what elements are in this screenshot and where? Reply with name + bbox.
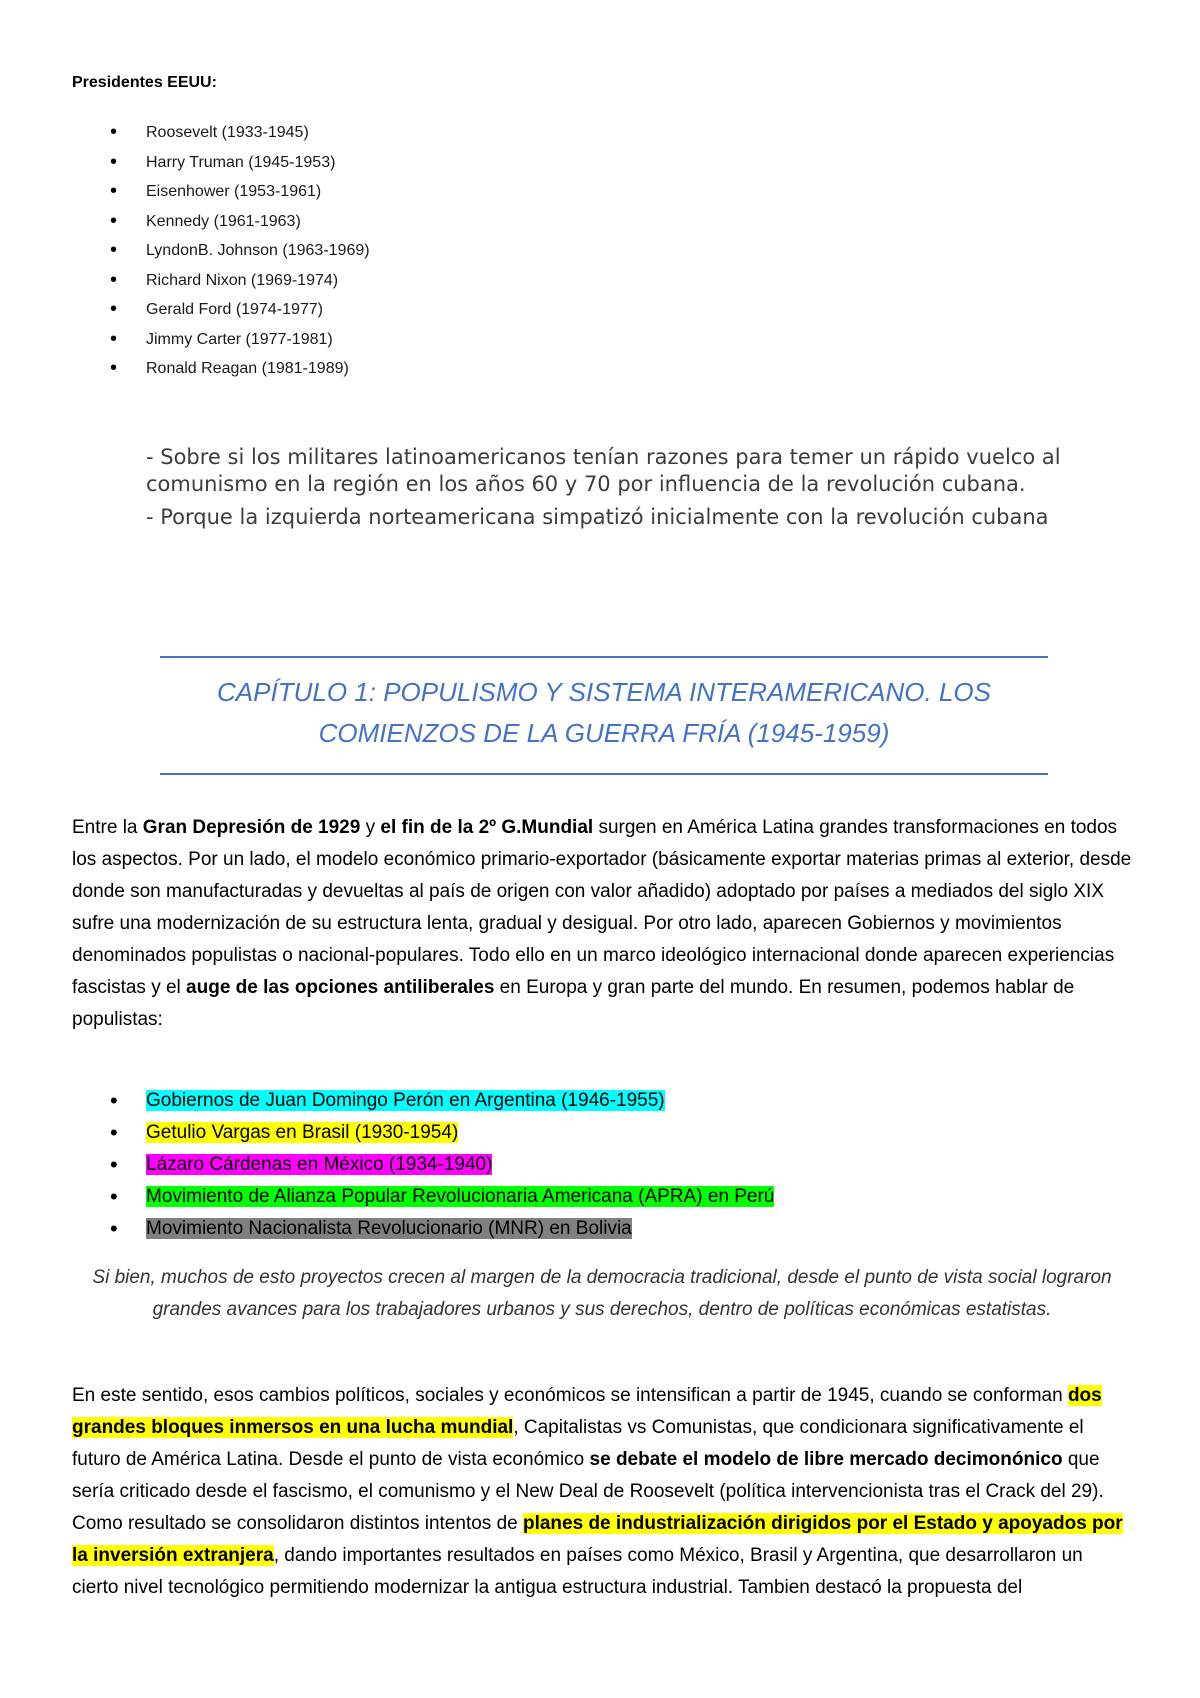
populists-list (72, 1085, 774, 1245)
chapter-title (160, 672, 1048, 754)
note-paragraph: - Sobre si los militares latinoamericanos tenían razones para temer un rápido vuelco al comunismo en la región en los años 60 y 70 por influencia de la revolución cubana. (146, 445, 1061, 496)
intro-text: en Europa y gran parte del mundo. En resumen, podemos hablar de populistas: (72, 977, 1075, 1030)
para-text: En este sentido, esos cambios políticos, sociales y económicos se intensifican a partir de 1945, cuando se conforman (72, 1385, 1068, 1406)
highlighted-text: Gobiernos de Juan Domingo Perón en Argentina (1946-1955) (146, 1090, 665, 1111)
highlighted-text: Getulio Vargas en Brasil (1930-1954) (146, 1122, 459, 1143)
chapter-top-rule (160, 656, 1048, 658)
list-item (72, 1181, 774, 1213)
chapter-title-line2: COMIENZOS DE LA GUERRA FRÍA (1945-1959) (318, 718, 890, 748)
list-item (72, 1085, 774, 1117)
presidents-heading: Presidentes EEUU: (72, 74, 217, 91)
para-text: , dando importantes resultados en países como México, Brasil y Argentina, que desarrollaron un cierto nivel tecnológico permitiendo modernizar la antigua estructura industrial. Tambien destacó la propuesta del (72, 1545, 1083, 1598)
list-item: • LyndonB. Johnson (1963-1969) (72, 236, 370, 266)
highlighted-bold-text: dos grandes bloques inmersos en una lucha mundial (72, 1385, 1102, 1438)
list-item: • Ronald Reagan (1981-1989) (72, 354, 370, 384)
intro-text: surgen en América Latina grandes transformaciones en todos los aspectos. Por un lado, el modelo económico primario-exportador (básicamente exportar materias primas al exterior, desde donde son manufacturadas y devueltas al país de origen con valor añadido) adoptado por países a mediados del siglo XIX sufre una modernización de su estructura lenta, gradual y desigual. Por otro lado, aparecen Gobiernos y movimientos denominados populistas o nacional-populares. Todo ello en un marco ideológico internacional donde aparecen experiencias fascistas y el (72, 817, 1132, 998)
list-item: • Eisenhower (1953-1961) (72, 177, 370, 207)
list-item: • Gerald Ford (1974-1977) (72, 295, 370, 325)
intro-text: y (360, 817, 381, 838)
highlighted-text: Lázaro Cárdenas en México (1934-1940) (146, 1154, 493, 1175)
highlighted-bold-text: planes de industrialización dirigidos por el Estado y apoyados por la inversión extranjera (72, 1513, 1123, 1566)
intro-bold: auge de las opciones antiliberales (186, 977, 495, 998)
list-item (72, 1149, 774, 1181)
list-item (72, 1117, 774, 1149)
highlighted-text: Movimiento de Alianza Popular Revolucionaria Americana (APRA) en Perú (146, 1186, 775, 1207)
notes-block (146, 444, 1096, 537)
highlighted-text: Movimiento Nacionalista Revolucionario (MNR) en Bolivia (146, 1218, 632, 1239)
chapter-bottom-rule (160, 773, 1048, 775)
list-item: • Roosevelt (1933-1945) (72, 118, 370, 148)
list-item: • Richard Nixon (1969-1974) (72, 266, 370, 296)
intro-paragraph (72, 812, 1132, 1036)
list-item: • Harry Truman (1945-1953) (72, 148, 370, 178)
intro-text: Entre la (72, 817, 143, 838)
note-paragraph: - Porque la izquierda norteamericana simpatizó inicialmente con la revolución cubana (146, 505, 1049, 529)
intro-bold: el fin de la 2º G.Mundial (380, 817, 594, 838)
chapter-title-line1: CAPÍTULO 1: POPULISMO Y SISTEMA INTERAMERICANO. LOS (217, 677, 991, 707)
para-text: , Capitalistas vs Comunistas, que condicionara significativamente el futuro de América Latina. Desde el punto de vista económico (72, 1417, 1084, 1470)
list-item: • Jimmy Carter (1977-1981) (72, 325, 370, 355)
presidents-list (72, 118, 370, 384)
italic-quote: Si bien, muchos de esto proyectos crecen al margen de la democracia tradicional, desde el punto de vista social lograron grandes avances para los trabajadores urbanos y sus derechos, dentro de políticas económicas estatistas. (92, 1267, 1112, 1320)
para-bold: se debate el modelo de libre mercado decimonónico (589, 1449, 1063, 1470)
second-paragraph (72, 1380, 1132, 1604)
intro-bold: Gran Depresión de 1929 (142, 817, 361, 838)
list-item (72, 1213, 774, 1245)
list-item: • Kennedy (1961-1963) (72, 207, 370, 237)
para-text: que sería criticado desde el fascismo, el comunismo y el New Deal de Roosevelt (política intervencionista tras el Crack del 29). Como resultado se consolidaron distintos intentos de (72, 1449, 1104, 1534)
